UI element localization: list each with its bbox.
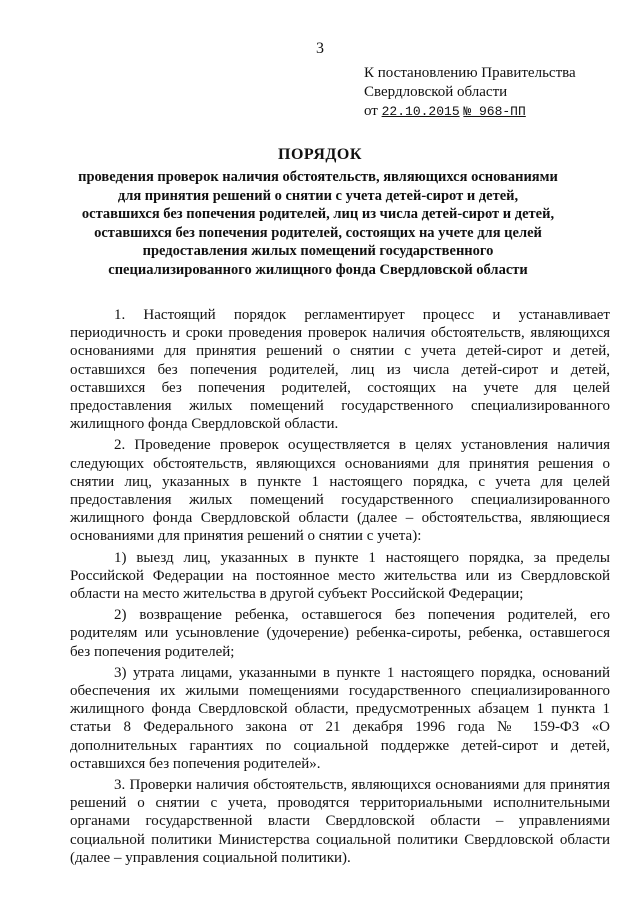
paragraph-2-item-3: 3) утрата лицами, указанными в пункте 1 настоящего порядка, оснований обеспечения их жилыми помещениями государственного специализированного жилищного фонда Свердловской области, предусмотренных абзацем 1 пункта 1 статьи 8 Федерального закона от 21 декабря 1996 года № 159-ФЗ «О дополнительных гарантиях по социальной поддержке детей-сирот и детей, оставшихся без попечения родителей». — [70, 664, 610, 772]
decree-line-1: К постановлению Правительства — [364, 65, 576, 81]
decree-date: 22.10.2015 — [381, 104, 460, 119]
paragraph-1: 1. Настоящий порядок регламентирует процесс и устанавливает периодичность и сроки проведения проверок наличия обстоятельств, являющихся основаниями для принятия решений о снятии с учета детей-сирот и детей, оставшихся без попечения родителей, лиц из числа детей-сирот и детей, оставшихся без попечения родителей, состоящих на учете для целей предоставления жилых помещений государственного специализированного жилищного фонда Свердловской области. — [70, 307, 610, 433]
document-body — [70, 306, 610, 870]
decree-number: № 968-ПП — [463, 104, 526, 119]
paragraph-3: 3. Проверки наличия обстоятельств, являющихся основаниями для принятия решений о снятии с учета, проводятся территориальными исполнительными органами государственной власти Свердловской области – управлениями социальной политики Министерства социальной политики Свердловской области (далее – управления социальной политики). — [70, 777, 610, 866]
decree-date-line — [364, 102, 634, 121]
decree-line-2: Свердловской области — [364, 84, 508, 100]
decree-reference — [364, 64, 634, 121]
paragraph-2-item-2: 2) возвращение ребенка, оставшегося без попечения родителей, его родителям или усыновление (удочерение) ребенка-сироты, ребенка, оставшегося без попечения родителей; — [70, 607, 610, 660]
paragraph-2-item-1: 1) выезд лиц, указанных в пункте 1 настоящего порядка, за пределы Российской Федерации на постоянное место жительства или из Свердловской области на место жительства в другой субъект Российской Федерации; — [70, 549, 610, 603]
document-title: ПОРЯДОК — [278, 146, 362, 163]
page-number: 3 — [316, 40, 324, 57]
decree-from-prefix: от — [364, 103, 378, 119]
document-subtitle: проведения проверок наличия обстоятельств, являющихся основаниями для принятия решений о снятии с учета детей-сирот и детей, оставшихся без попечения родителей, лиц из числа детей-сирот и детей, оставшихся без попечения родителей, состоящих на учете для целей предоставления жилых помещений государственного специализированного жилищного фонда Свердловской области — [78, 169, 558, 278]
paragraph-2: 2. Проведение проверок осуществляется в целях установления наличия следующих обстоятельств, являющихся основаниями для принятия решения о снятии лиц, указанных в пункте 1 настоящего порядка, с учета для целей предоставления жилых помещений государственного специализированного жилищного фонда Свердловской области (далее – обстоятельства, являющиеся основаниями для принятия решений о снятии с учета): — [70, 437, 610, 545]
